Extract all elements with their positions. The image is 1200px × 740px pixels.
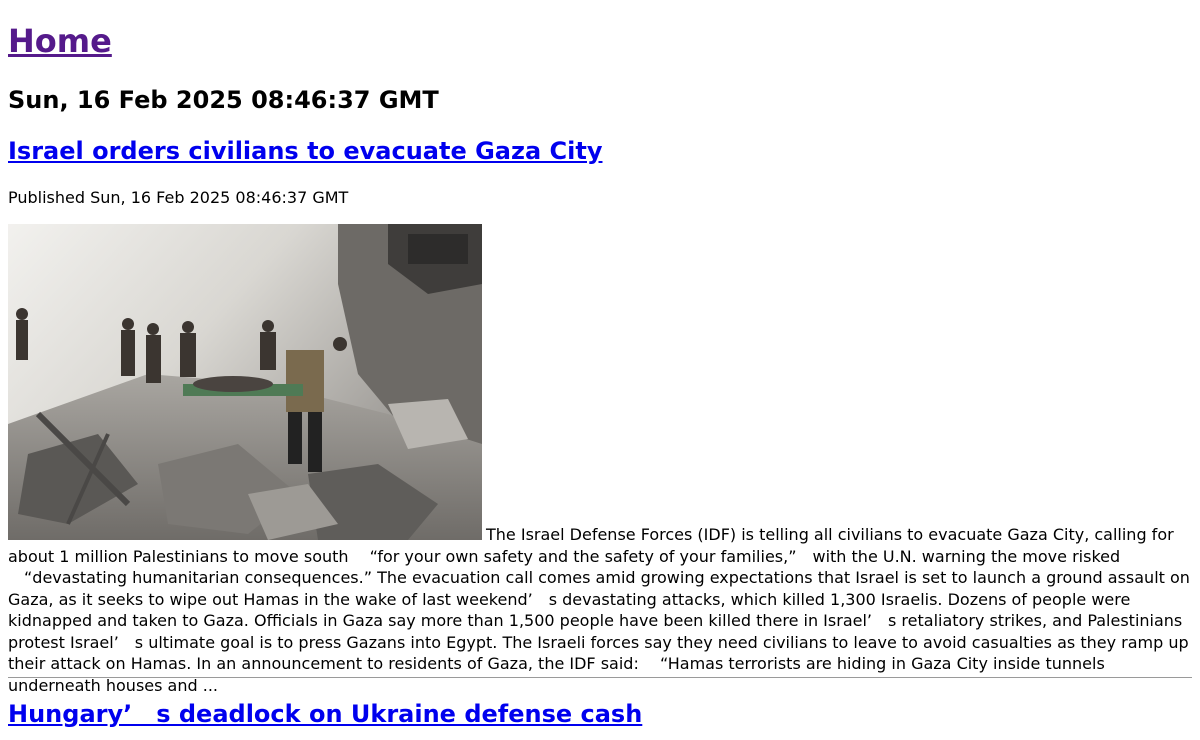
article-photo xyxy=(8,224,482,540)
article-title-link[interactable]: Israel orders civilians to evacuate Gaza City xyxy=(8,137,603,165)
next-article-title-link[interactable]: Hungary’ s deadlock on Ukraine defense cash xyxy=(8,700,643,728)
page-date-heading: Sun, 16 Feb 2025 08:46:37 GMT xyxy=(8,86,439,114)
article-divider xyxy=(8,677,1192,678)
article-body xyxy=(8,224,1192,696)
published-date: Published Sun, 16 Feb 2025 08:46:37 GMT xyxy=(8,188,349,207)
article-body-text: The Israel Defense Forces (IDF) is telling all civilians to evacuate Gaza City, calling for about 1 million Palestinians to move south “for your own safety and the safety of your families,” with the U.N. warning the move risked “devastating humanitarian consequences.” The evacuation call comes amid growing expectations that Israel is set to launch a ground assault on Gaza, as it seeks to wipe out Hamas in the wake of last weekend’ s devastating attacks, which killed 1,300 Israelis. Dozens of people were kidnapped and taken to Gaza. Officials in Gaza say more than 1,500 people have been killed there in Israel’ s retaliatory strikes, and Palestinians protest Israel’ s ultimate goal is to press Gazans into Egypt. The Israeli forces say they need civilians to leave to avoid casualties as they ramp up their attack on Hamas. In an announcement to residents of Gaza, the IDF said: “Hamas terrorists are hiding in Gaza City inside tunnels underneath houses and ... xyxy=(8,525,1190,695)
home-link[interactable]: Home xyxy=(8,22,112,60)
